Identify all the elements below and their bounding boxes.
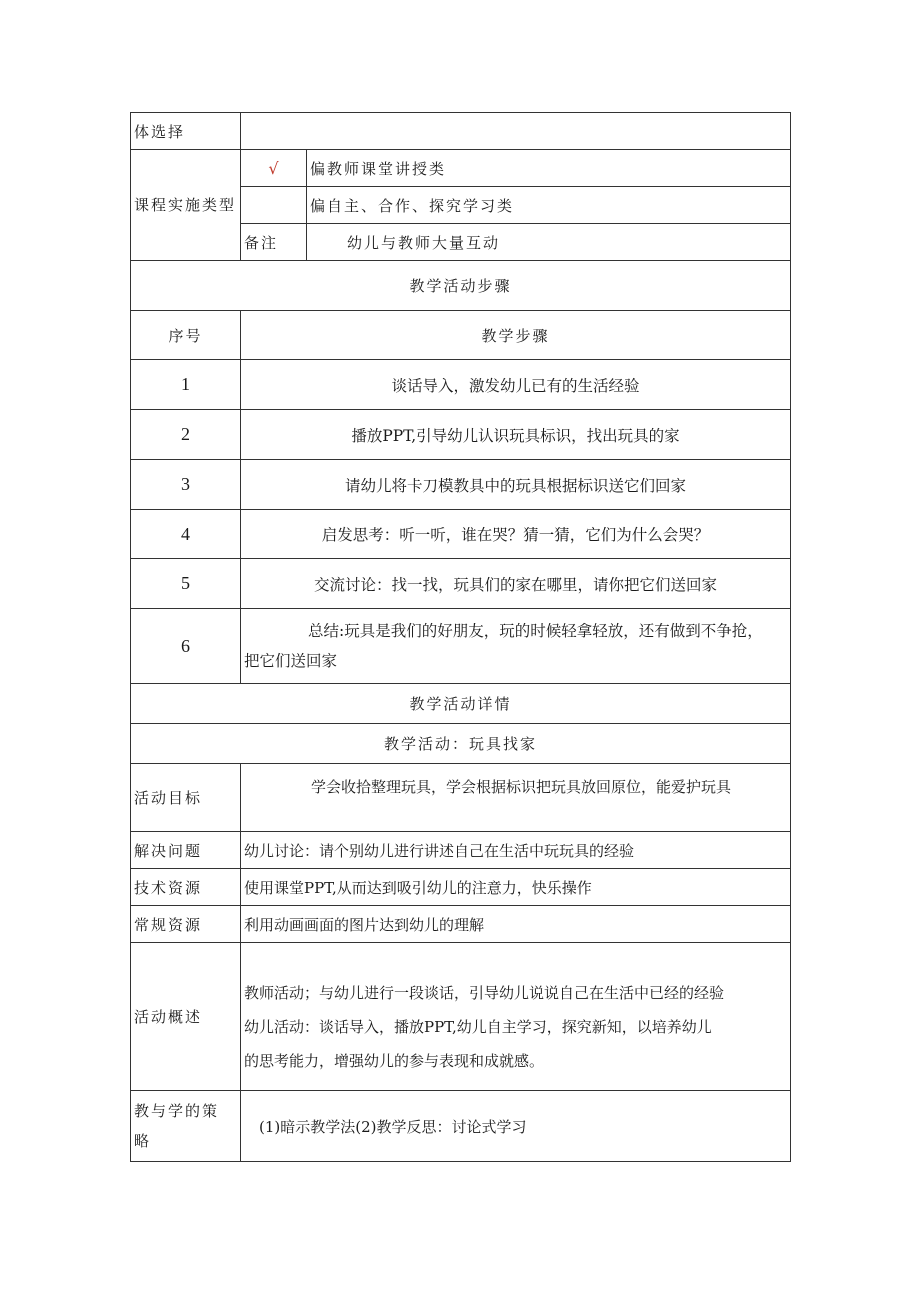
steps-section-title: 教学活动步骤 [131,261,791,311]
strategy-label-line-2: 略 [134,1132,152,1150]
course-type-row-1 [131,150,791,187]
tech-label: 技术资源 [131,869,241,906]
step-number: 2 [131,410,241,460]
step-text-line-1: 总结:玩具是我们的好朋友，玩的时候轻拿轻放，还有做到不争抢， [308,622,763,640]
media-label: 体选择 [131,113,241,150]
table-row [131,510,791,559]
activity-title-row [131,724,791,764]
strategy-row [131,1091,791,1162]
overview-line-2: 幼儿活动：谈话导入，播放PPT,幼儿自主学习，探究新知，以培养幼儿 [244,1017,712,1036]
goal-label: 活动目标 [131,764,241,832]
step-text-line-2: 把它们送回家 [244,652,338,670]
goal-text: 学会收拾整理玩具，学会根据标识把玩具放回原位，能爱护玩具 [241,764,791,832]
regular-row [131,906,791,943]
strategy-text: (1)暗示教学法(2)教学反思：讨论式学习 [241,1091,791,1162]
overview-row [131,943,791,1091]
table-row [131,609,791,684]
problem-row [131,832,791,869]
strategy-label-line-1: 教与学的策 [134,1102,220,1120]
course-type-option-inquiry: 偏自主、合作、探究学习类 [307,187,791,224]
step-number: 1 [131,360,241,410]
step-number: 3 [131,460,241,510]
step-text: 启发思考：听一听，谁在哭？猜一猜，它们为什么会哭？ [241,510,791,559]
col-step-header: 教学步骤 [241,311,791,360]
table-row [131,410,791,460]
activity-title: 教学活动：玩具找家 [131,724,791,764]
step-number: 4 [131,510,241,559]
problem-label: 解决问题 [131,832,241,869]
checkmark-icon: √ [241,150,307,187]
step-text: 谈话导入，激发幼儿已有的生活经验 [241,360,791,410]
strategy-label [131,1091,241,1162]
tech-row [131,869,791,906]
step-text: 交流讨论：找一找，玩具们的家在哪里，请你把它们送回家 [241,559,791,609]
step-text-multiline [241,609,791,684]
note-label: 备注 [241,224,307,261]
overview-label: 活动概述 [131,943,241,1091]
overview-line-3: 的思考能力，增强幼儿的参与表现和成就感。 [244,1051,545,1070]
option-mark-empty [241,187,307,224]
step-text: 播放PPT,引导幼儿认识玩具标识，找出玩具的家 [241,410,791,460]
table-row [131,559,791,609]
course-type-label: 课程实施类型 [131,150,241,261]
goal-row [131,764,791,832]
table-row [131,360,791,410]
lesson-plan-table [130,112,791,1162]
steps-section-header [131,261,791,311]
overview-text [241,943,791,1091]
step-number: 5 [131,559,241,609]
media-row [131,113,791,150]
problem-text: 幼儿讨论：请个别幼儿进行讲述自己在生活中玩玩具的经验 [241,832,791,869]
step-text: 请幼儿将卡刀模教具中的玩具根据标识送它们回家 [241,460,791,510]
regular-label: 常规资源 [131,906,241,943]
regular-text: 利用动画画面的图片达到幼儿的理解 [241,906,791,943]
details-section-title: 教学活动详情 [131,684,791,724]
step-number: 6 [131,609,241,684]
course-type-option-lecture: 偏教师课堂讲授类 [307,150,791,187]
lesson-plan-document [130,112,790,1162]
table-row [131,460,791,510]
steps-column-header [131,311,791,360]
overview-line-1: 教师活动；与幼儿进行一段谈话，引导幼儿说说自己在生活中已经的经验 [244,983,725,1002]
details-section-header [131,684,791,724]
media-value [241,113,791,150]
col-index-header: 序号 [131,311,241,360]
tech-text: 使用课堂PPT,从而达到吸引幼儿的注意力，快乐操作 [241,869,791,906]
note-text: 幼儿与教师大量互动 [307,224,791,261]
